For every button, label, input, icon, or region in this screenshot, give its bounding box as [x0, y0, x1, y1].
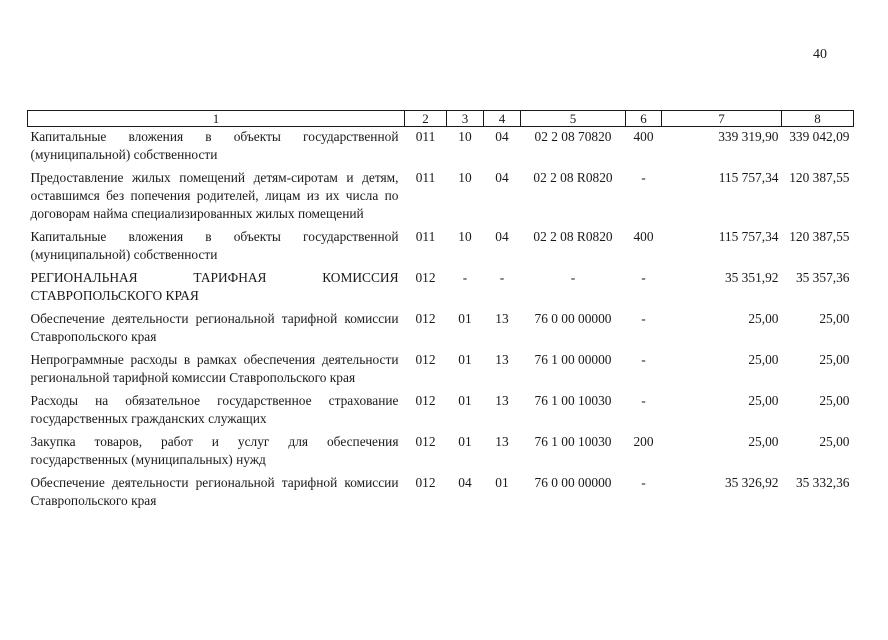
budget-table	[27, 110, 854, 514]
row-target-article: 76 1 00 00000	[534, 352, 612, 367]
row-name: Обеспечение деятельности региональной тарифной комиссии Ставропольского края	[30, 311, 399, 344]
row-expense-type: 400	[633, 129, 654, 144]
row-expense-type: -	[641, 393, 646, 408]
row-admin-code: 011	[415, 229, 436, 244]
row-target-article: 02 2 08 R0820	[533, 170, 613, 185]
page-number: 40	[813, 47, 827, 62]
row-section: 01	[458, 393, 472, 408]
row-admin-code: 012	[415, 352, 436, 367]
row-section: 01	[458, 311, 472, 326]
row-amount-col8: 35 332,36	[795, 475, 850, 490]
row-admin-code: 012	[415, 475, 436, 490]
row-subsection: 13	[495, 352, 509, 367]
row-subsection: 04	[495, 129, 509, 144]
row-amount-col8: 339 042,09	[789, 129, 850, 144]
row-amount-col7: 25,00	[748, 352, 779, 367]
header-col-2: 2	[405, 111, 447, 127]
table-row	[28, 432, 854, 473]
table-row	[28, 473, 854, 514]
row-name: Капитальные вложения в объекты государственной (муниципальной) собственности	[30, 229, 399, 262]
row-amount-col8: 25,00	[819, 434, 850, 449]
row-name: Непрограммные расходы в рамках обеспечения деятельности региональной тарифной комиссии Ставропольского края	[30, 352, 399, 385]
row-admin-code: 012	[415, 434, 436, 449]
row-name: Закупка товаров, работ и услуг для обеспечения государственных (муниципальных) нужд	[30, 434, 399, 467]
row-expense-type: -	[641, 270, 646, 285]
row-subsection: 04	[495, 229, 509, 244]
header-col-7: 7	[662, 111, 782, 127]
table-row	[28, 350, 854, 391]
row-section: 01	[458, 434, 472, 449]
row-admin-code: 012	[415, 270, 436, 285]
table-row	[28, 391, 854, 432]
row-amount-col7: 35 351,92	[724, 270, 779, 285]
row-section: 10	[458, 170, 472, 185]
row-admin-code: 011	[415, 170, 436, 185]
row-amount-col8: 25,00	[819, 393, 850, 408]
row-section: -	[462, 270, 468, 285]
row-admin-code: 011	[415, 129, 436, 144]
header-col-6: 6	[626, 111, 662, 127]
table-row	[28, 309, 854, 350]
header-row	[28, 111, 854, 127]
row-name: Обеспечение деятельности региональной тарифной комиссии Ставропольского края	[30, 475, 399, 508]
row-admin-code: 012	[415, 393, 436, 408]
row-expense-type: -	[641, 311, 646, 326]
row-amount-col7: 115 757,34	[718, 170, 779, 185]
row-subsection: 13	[495, 311, 509, 326]
header-col-1: 1	[28, 111, 405, 127]
header-col-8: 8	[782, 111, 854, 127]
row-section: 10	[458, 229, 472, 244]
row-expense-type: 400	[633, 229, 654, 244]
header-col-3: 3	[447, 111, 484, 127]
table-row	[28, 127, 854, 169]
row-target-article: 76 1 00 10030	[534, 434, 612, 449]
row-admin-code: 012	[415, 311, 436, 326]
row-expense-type: -	[641, 352, 646, 367]
table-row	[28, 227, 854, 268]
row-amount-col8: 120 387,55	[789, 229, 850, 244]
table-row	[28, 268, 854, 309]
row-target-article: -	[570, 270, 576, 285]
row-section: 10	[458, 129, 472, 144]
row-amount-col7: 25,00	[748, 434, 779, 449]
row-target-article: 02 2 08 70820	[534, 129, 612, 144]
row-section: 01	[458, 352, 472, 367]
row-expense-type: 200	[633, 434, 654, 449]
row-amount-col7: 25,00	[748, 311, 779, 326]
row-expense-type: -	[641, 170, 646, 185]
row-amount-col7: 35 326,92	[724, 475, 779, 490]
row-target-article: 76 0 00 00000	[534, 311, 612, 326]
row-subsection: 13	[495, 393, 509, 408]
row-subsection: 13	[495, 434, 509, 449]
row-target-article: 02 2 08 R0820	[533, 229, 613, 244]
row-name: Расходы на обязательное государственное страхование государственных гражданских служащих	[30, 393, 399, 426]
row-amount-col7: 115 757,34	[718, 229, 779, 244]
row-name: Предоставление жилых помещений детям-сиротам и детям, оставшимся без попечения родителей, лицам из их числа по договорам найма специализированных жилых помещений	[30, 170, 399, 221]
row-target-article: 76 1 00 10030	[534, 393, 612, 408]
header-col-4: 4	[484, 111, 521, 127]
row-amount-col8: 120 387,55	[789, 170, 850, 185]
row-amount-col7: 25,00	[748, 393, 779, 408]
table-row	[28, 168, 854, 227]
row-amount-col8: 25,00	[819, 311, 850, 326]
row-subsection: -	[499, 270, 505, 285]
row-section: 04	[458, 475, 472, 490]
header-col-5: 5	[521, 111, 626, 127]
row-amount-col8: 25,00	[819, 352, 850, 367]
row-amount-col7: 339 319,90	[718, 129, 779, 144]
row-target-article: 76 0 00 00000	[534, 475, 612, 490]
row-subsection: 04	[495, 170, 509, 185]
row-amount-col8: 35 357,36	[795, 270, 850, 285]
row-subsection: 01	[495, 475, 509, 490]
row-expense-type: -	[641, 475, 646, 490]
row-name: Капитальные вложения в объекты государственной (муниципальной) собственности	[30, 129, 399, 162]
row-name: РЕГИОНАЛЬНАЯ ТАРИФНАЯ КОМИССИЯ СТАВРОПОЛЬСКОГО КРАЯ	[30, 270, 399, 303]
